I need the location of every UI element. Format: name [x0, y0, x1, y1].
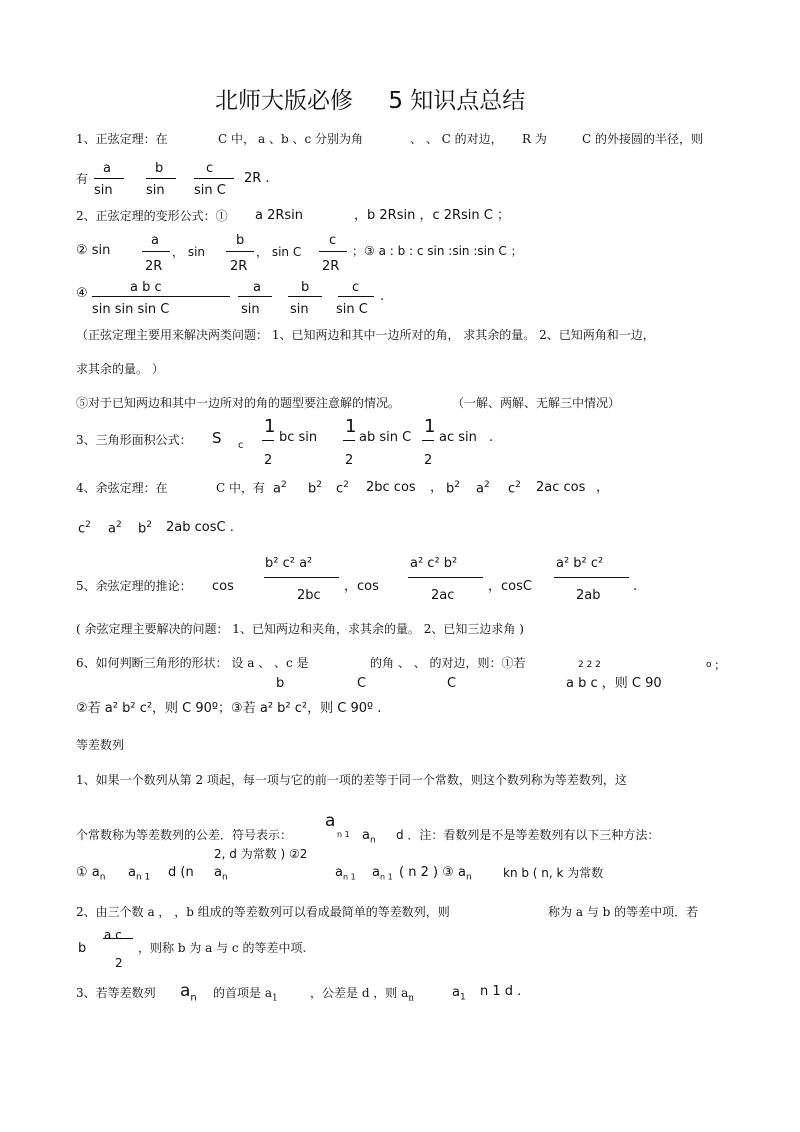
area-h3-num: 1	[424, 416, 436, 437]
frac-b-den: sin	[146, 183, 165, 198]
arith-gen-prefix: 3、若等差数列	[76, 986, 156, 1000]
variant2-f3-num: c	[329, 233, 337, 248]
area-t3: ac sin	[439, 430, 477, 445]
cos-cor-cos1: cos	[212, 579, 234, 594]
arith-gen-a: $a_n$	[180, 981, 197, 1004]
frac-bar	[103, 938, 133, 939]
area-t2: ab sin C	[359, 430, 412, 445]
frac-bar	[264, 577, 339, 578]
arith-m1d: $a_n$	[214, 865, 228, 883]
frac-bar	[238, 296, 272, 297]
sine-law-you: 有	[76, 172, 89, 186]
frac-bar	[194, 178, 234, 179]
triangle-line1b: 的角 、 、 的对边，则：①若	[370, 656, 526, 670]
note1-line2: 求其余的量。 ）	[76, 362, 164, 376]
cos-law-comma2: ，	[596, 480, 610, 495]
arith-m2a: $a_{n 1}$	[335, 865, 356, 882]
cos-law-l2-a: $a^2$	[108, 520, 122, 537]
frac-bar	[343, 440, 355, 441]
frac-c-num: c	[206, 161, 214, 176]
frac-bar	[94, 178, 124, 179]
arith-gen-mid2: ，公差是 d ，则 $a_n$	[310, 986, 415, 1004]
variant2-f3-den: 2R	[322, 259, 340, 274]
cos-cor-f1-den: 2bc	[297, 588, 321, 603]
variant4-end: .	[380, 289, 385, 304]
arith-mid2-tail: ，则称 b 为 a 与 c 的等差中项.	[138, 941, 307, 955]
arith-mid2-b: b	[78, 941, 87, 956]
variant4-f1-den: sin sin sin C	[92, 302, 170, 317]
arith-def1: 1、如果一个数列从第 2 项起，每一项与它的前一项的差等于同一个常数，则这个数列称为等差数列，这	[76, 773, 627, 787]
cos-law-c: $c^2$	[336, 480, 349, 497]
cos-law-l2-c: $c^2$	[78, 520, 91, 537]
arith-m3: kn b ( n, k 为常数	[503, 866, 604, 880]
arith-gen-end: n 1 d .	[480, 984, 522, 999]
arith-def2-rest: d ．注：看数列是不是等差数列有以下三种方法：	[396, 828, 660, 842]
cos-cor-prefix: 5、余弦定理的推论：	[76, 579, 192, 593]
cos-law-l2-b: $b^2$	[138, 520, 152, 537]
frac-a-num: a	[103, 161, 111, 176]
arith-heading: 等差数列	[76, 738, 125, 752]
frac-b-num: b	[155, 161, 164, 176]
arith-m1c: d (n	[168, 865, 194, 880]
variant4-f2-den: sin	[241, 302, 260, 317]
area-h1-num: 1	[264, 416, 276, 437]
area-h1-den: 2	[264, 453, 273, 468]
cos-cor-end: .	[633, 579, 638, 594]
triangle-o: o	[706, 660, 712, 670]
area-sub: c	[238, 440, 244, 451]
arith-def2-an: $a_n$	[362, 828, 376, 846]
frac-bar	[338, 296, 374, 297]
arith-m2c: ( n 2 ) ③ $a_n$	[399, 865, 472, 883]
frac-bar	[146, 178, 176, 179]
triangle-line1: 6、如何判断三角形的形状： 设 a 、 、c 是	[76, 656, 309, 670]
arith-mid1: 2、由三个数 a ， ，b 组成的等差数列可以看成最简单的等差数列，则	[76, 905, 450, 919]
sine-law-result: 2R .	[244, 171, 270, 186]
area-h3-den: 2	[424, 453, 433, 468]
frac-bar	[422, 440, 434, 441]
arith-def2-a: a	[325, 811, 336, 831]
variant4-f3-den: sin	[290, 302, 309, 317]
cos-cor-cos3: ，cosC	[488, 579, 532, 594]
variant4-f4-num: c	[352, 280, 360, 295]
arith-def3: 2, d 为常数 ) ②2	[214, 847, 308, 861]
arith-gen-a1: $a_1$	[452, 985, 466, 1003]
variant-a: a 2Rsin	[255, 208, 304, 223]
cos-law-b: $b^2$	[308, 480, 322, 497]
cos-cor-f3-den: 2ab	[576, 588, 601, 603]
frac-bar	[262, 440, 274, 441]
cos-law-prefix: 4、余弦定理：在	[76, 481, 168, 495]
sine-law-abc: a 、b 、c 分别为角	[258, 132, 364, 146]
cos-law-comma: ，	[430, 480, 444, 495]
variant2-sin3: ， sin C	[256, 245, 302, 259]
variant-heading: 2、正弦定理的变形公式：①	[76, 209, 228, 223]
cos-cor-f3-num: a² b² c²	[556, 556, 604, 571]
sine-law-tail: C 的外接圆的半径，则	[582, 132, 703, 146]
arith-m1b: $a_{n 1}$	[128, 865, 151, 883]
arith-m2b: $a_{n 1}$	[372, 865, 393, 882]
title-main: 北师大版必修	[215, 88, 353, 114]
variant3: ；③ a : b : c sin :sin :sin C ；	[352, 244, 523, 258]
area-S: S	[212, 429, 222, 447]
variant4-f4-den: sin C	[336, 302, 368, 317]
note1-line3-tail: （一解、两解、无解三中情况）	[452, 396, 621, 410]
cos-law-c2: $c^2$	[508, 480, 521, 497]
triangle-l2-C1: C	[357, 676, 367, 691]
frac-bar	[408, 577, 483, 578]
note1-line1: （正弦定理主要用来解决两类问题： 1、已知两边和其中一边所对的角， 求其余的量。 2、已知两角和一边，	[76, 328, 655, 342]
variant-bc: ，b 2Rsin ，c 2Rsin C ；	[354, 208, 510, 223]
frac-a-den: sin	[94, 183, 113, 198]
frac-bar	[288, 296, 322, 297]
variant4-f3-num: b	[301, 280, 310, 295]
frac-bar	[319, 251, 347, 252]
triangle-sup: 2 2 2	[578, 660, 601, 670]
variant2-f2-den: 2R	[230, 259, 248, 274]
variant2-f2-num: b	[236, 233, 245, 248]
arith-m1: ① $a_n$	[76, 865, 106, 883]
variant2-prefix: ② sin	[76, 243, 111, 258]
sine-law-sep: 、 、 C 的对边，	[410, 132, 503, 146]
frac-bar	[92, 296, 230, 297]
cos-cor-f2-den: 2ac	[431, 588, 455, 603]
sine-law-R: R 为	[522, 132, 547, 146]
area-t1: bc sin	[279, 430, 318, 445]
variant4-prefix: ④	[76, 286, 88, 301]
cos-cor-cos2: ，cos	[344, 579, 379, 594]
triangle-l2-b: b	[276, 676, 285, 691]
triangle-line3: ②若 a² b² c²，则 C 90º；③若 a² b² c²，则 C 90º .	[76, 701, 382, 716]
cos-law-tail1: 2bc cos	[366, 480, 416, 495]
arith-def2-n1: n 1	[337, 830, 350, 839]
triangle-l2-abc: a b c ，则 C 90	[566, 676, 662, 691]
note1-line3: ⑤对于已知两边和其中一边所对的角的题型要注意解的情况。	[76, 396, 401, 410]
page-title	[215, 90, 525, 113]
area-h2-den: 2	[345, 453, 354, 468]
frac-bar	[142, 251, 170, 252]
arith-mid2-num: a c	[104, 928, 122, 942]
variant4-f1-num: a b c	[130, 280, 162, 295]
triangle-end: ；	[714, 658, 727, 672]
cos-law-l2-tail: 2ab cosC .	[166, 520, 234, 535]
area-h2-num: 1	[345, 416, 357, 437]
sine-law-c: C 中，	[218, 132, 255, 146]
arith-mid2-den: 2	[115, 956, 123, 970]
cos-law-b2: $b^2$	[446, 480, 460, 497]
variant4-f2-num: a	[253, 280, 261, 295]
arith-def2-prefix: 个常数称为等差数列的公差．符号表示：	[76, 828, 293, 842]
note2: ( 余弦定理主要解决的问题： 1、已知两边和夹角，求其余的量。 2、已知三边求角 )	[76, 622, 524, 636]
cos-cor-f2-num: a² c² b²	[410, 556, 458, 571]
variant2-f1-num: a	[151, 233, 159, 248]
variant2-sin2: ， sin	[172, 245, 206, 259]
triangle-l2-C2: C	[447, 676, 457, 691]
frac-bar	[554, 577, 629, 578]
area-end: .	[489, 430, 494, 445]
arith-mid1-tail: 称为 a 与 b 的等差中项．若	[548, 905, 699, 919]
cos-cor-f1-num: b² c² a²	[265, 556, 313, 571]
sine-law-intro: 1、正弦定理：在	[76, 132, 168, 146]
cos-law-mid: C 中，有	[216, 481, 265, 495]
title-num: 5 知识点总结	[388, 88, 526, 114]
variant2-f1-den: 2R	[145, 259, 163, 274]
cos-law-a2: $a^2$	[476, 480, 490, 497]
cos-law-tail2: 2ac cos	[536, 480, 586, 495]
area-prefix: 3、三角形面积公式：	[76, 433, 192, 447]
cos-law-a: $a^2$	[273, 480, 287, 497]
arith-gen-mid: 的首项是 $a_1$	[213, 986, 278, 1004]
frac-bar	[226, 251, 254, 252]
frac-c-den: sin C	[194, 183, 226, 198]
